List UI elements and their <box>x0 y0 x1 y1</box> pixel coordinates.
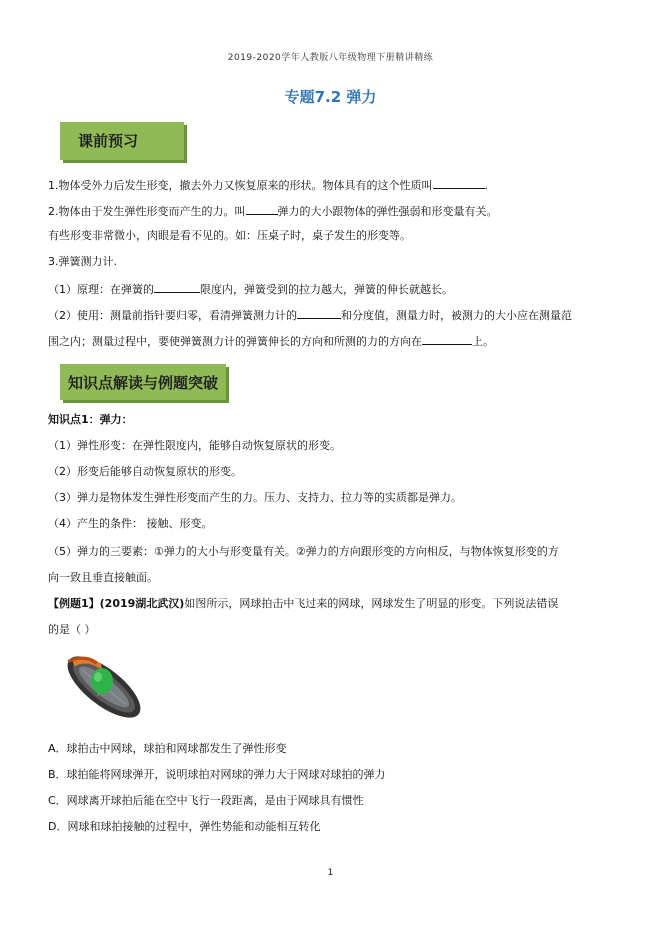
text: 上。 <box>472 335 494 348</box>
page-header: 2019-2020学年人教版八年级物理下册精讲精练 <box>227 53 434 63</box>
knowledge-item-5b: 向一致且垂直接触面。 <box>48 571 158 584</box>
pre-line-7 <box>48 333 494 349</box>
answer-blank[interactable] <box>246 203 278 215</box>
pre-line-5 <box>48 281 453 297</box>
option-a[interactable]: A．球拍击中网球，球拍和网球都发生了弹性形变 <box>48 742 287 755</box>
answer-blank[interactable] <box>433 177 485 189</box>
text: 限度内，弹簧受到的拉力越大，弹簧的伸长就越长。 <box>200 283 453 296</box>
text: （2）使用：测量前指针要归零，看清弹簧测力计的 <box>48 309 297 322</box>
text: 和分度值，测量力时，被测力的大小应在测量范 <box>341 309 572 322</box>
text: 2.物体由于发生弹性形变而产生的力。叫 <box>48 205 246 218</box>
example-question-line-1 <box>48 597 558 611</box>
answer-blank[interactable] <box>297 307 341 319</box>
text: 1.物体受外力后发生形变，撤去外力又恢复原来的形状。物体具有的这个性质叫 <box>48 179 433 192</box>
knowledge-item-2: （2）形变后能够自动恢复原状的形变。 <box>48 465 242 478</box>
knowledge-item-3: （3）弹力是物体发生弹性形变而产生的力。压力、支持力、拉力等的实质都是弹力。 <box>48 491 462 504</box>
option-b[interactable]: B．球拍能将网球弹开，说明球拍对网球的弹力大于网球对球拍的弹力 <box>48 768 386 781</box>
page-number: 1 <box>327 868 334 878</box>
text: 弹力的大小跟物体的弹性强弱和形变量有关。 <box>277 205 498 218</box>
pre-line-3: 有些形变非常微小，肉眼是看不见的。如：压桌子时，桌子发生的形变等。 <box>48 229 411 242</box>
tennis-racket-ball-image <box>58 645 150 729</box>
option-c[interactable]: C．网球离开球拍后能在空中飞行一段距离，是由于网球具有惯性 <box>48 794 364 807</box>
knowledge-item-4: （4）产生的条件： 接触、形变。 <box>48 517 213 530</box>
pre-line-1 <box>48 177 488 193</box>
example-question-text: 如图所示，网球拍击中飞过来的网球，网球发生了明显的形变。下列说法错误 <box>184 597 559 610</box>
option-d[interactable]: D．网球和球拍接触的过程中，弹性势能和动能相互转化 <box>48 820 321 833</box>
page-title: 专题7.2 弹力 <box>284 88 377 106</box>
text: （1）原理：在弹簧的 <box>48 283 154 296</box>
answer-blank[interactable] <box>422 333 472 345</box>
pre-line-2 <box>48 203 498 219</box>
section-banner-preview <box>60 122 184 160</box>
section-title-knowledge: 知识点解读与例题突破 <box>68 374 219 392</box>
answer-blank[interactable] <box>154 281 200 293</box>
example-tag: 【例题1】(2019湖北武汉) <box>48 597 185 610</box>
text: . <box>484 179 488 192</box>
knowledge-heading: 知识点1：弹力： <box>48 413 133 426</box>
knowledge-item-5a: （5）弹力的三要素：①弹力的大小与形变量有关。②弹力的方向跟形变的方向相反，与物体恢复形变的方 <box>48 545 559 558</box>
section-banner-knowledge <box>60 364 226 400</box>
example-question-line-2: 的是（ ） <box>48 623 96 636</box>
pre-line-6 <box>48 307 572 323</box>
section-title-preview: 课前预习 <box>78 132 139 150</box>
knowledge-item-1: （1）弹性形变：在弹性限度内，能够自动恢复原状的形变。 <box>48 439 341 452</box>
text: 围之内；测量过程中，要使弹簧测力计的弹簧伸长的方向和所测的力的方向在 <box>48 335 422 348</box>
pre-line-4: 3.弹簧测力计. <box>48 255 117 268</box>
